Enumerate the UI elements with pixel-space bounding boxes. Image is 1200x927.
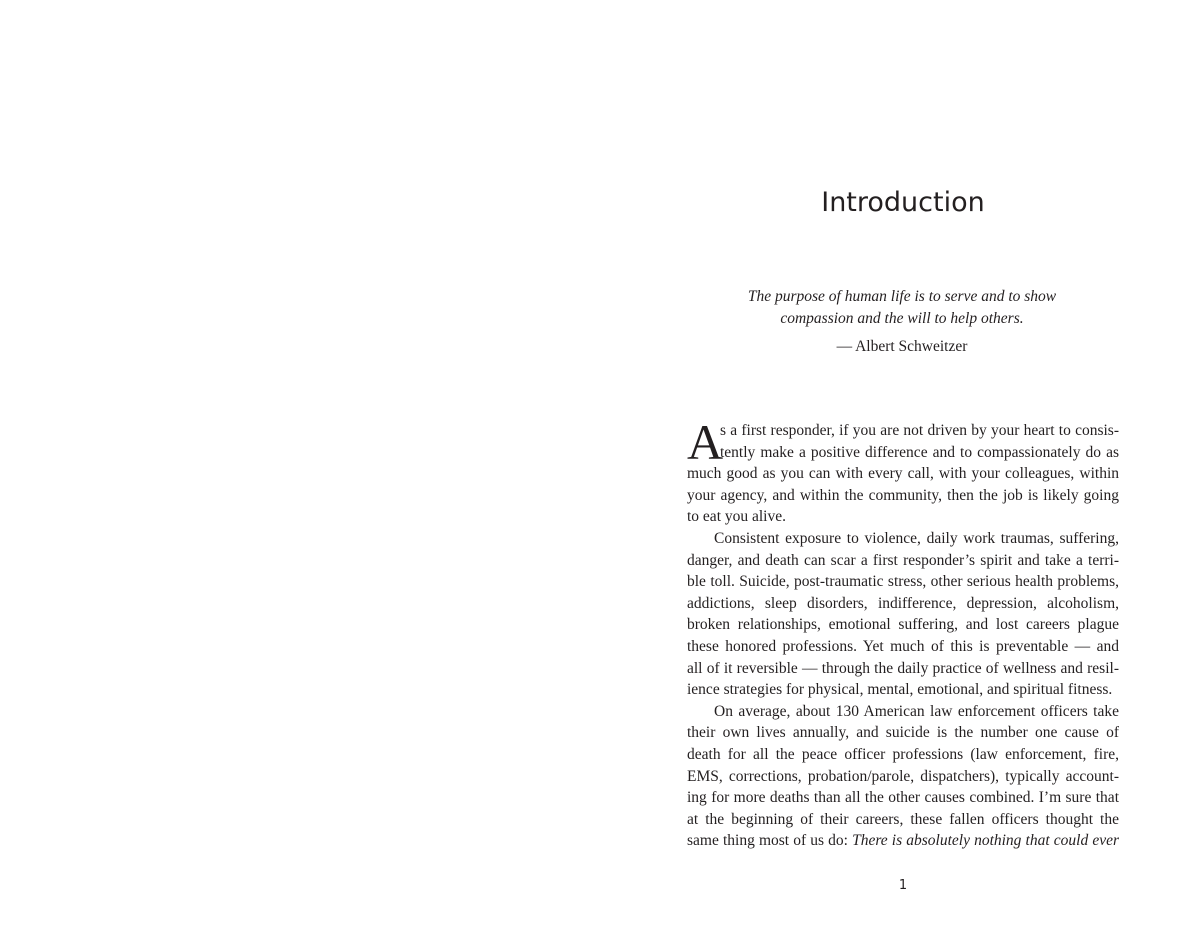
body-line: ience strategies for physical, mental, emotional, and spiritual fitness. xyxy=(687,681,1113,699)
body-line: On average, about 130 American law enforcement officers take xyxy=(714,702,1119,720)
epigraph-quote xyxy=(720,286,1084,329)
epigraph-quote-line: compassion and the will to help others. xyxy=(780,309,1024,327)
body-line: all of it reversible — through the daily practice of wellness and resil- xyxy=(687,659,1119,677)
body-line: ble toll. Suicide, post-traumatic stress, other serious health problems, xyxy=(687,573,1119,591)
body-line-plain: same thing most of us do: xyxy=(687,832,853,850)
body-line: danger, and death can scar a first responder’s spirit and take a terri- xyxy=(687,551,1119,569)
body-line: to eat you alive. xyxy=(687,508,786,526)
body-line: Consistent exposure to violence, daily work traumas, suffering, xyxy=(714,529,1119,547)
body-line-last xyxy=(687,830,1119,852)
chapter-title: Introduction xyxy=(821,187,985,218)
body-line: your agency, and within the community, then the job is likely going xyxy=(687,486,1119,504)
body-line: ing for more deaths than all the other causes combined. I’m sure that xyxy=(687,789,1119,807)
body-line-italic: There is absolutely nothing that could ever xyxy=(852,832,1119,850)
page-number: 1 xyxy=(898,878,908,893)
body-text xyxy=(687,414,1119,852)
body-line: death for all the peace officer professions (law enforcement, fire, xyxy=(687,745,1119,763)
epigraph-attribution: — Albert Schweitzer xyxy=(836,338,968,355)
epigraph xyxy=(720,286,1084,358)
body-line: broken relationships, emotional suffering, and lost careers plague xyxy=(687,616,1119,634)
body-line: s a first responder, if you are not driven by your heart to consis- xyxy=(720,422,1119,439)
epigraph-quote-line: The purpose of human life is to serve and to show xyxy=(747,288,1057,305)
body-line: at the beginning of their careers, these fallen officers thought the xyxy=(687,810,1119,828)
body-line: tently make a positive difference and to compassionately do as xyxy=(720,443,1119,461)
drop-cap: A xyxy=(687,414,724,470)
body-line: these honored professions. Yet much of this is preventable — and xyxy=(687,637,1119,655)
body-line: EMS, corrections, probation/parole, dispatchers), typically account- xyxy=(687,767,1119,785)
body-line: their own lives annually, and suicide is the number one cause of xyxy=(687,724,1119,742)
body-line: much good as you can with every call, with your colleagues, within xyxy=(687,465,1119,483)
body-line: addictions, sleep disorders, indifference, depression, alcoholism, xyxy=(687,594,1119,612)
right-page xyxy=(600,0,1200,927)
